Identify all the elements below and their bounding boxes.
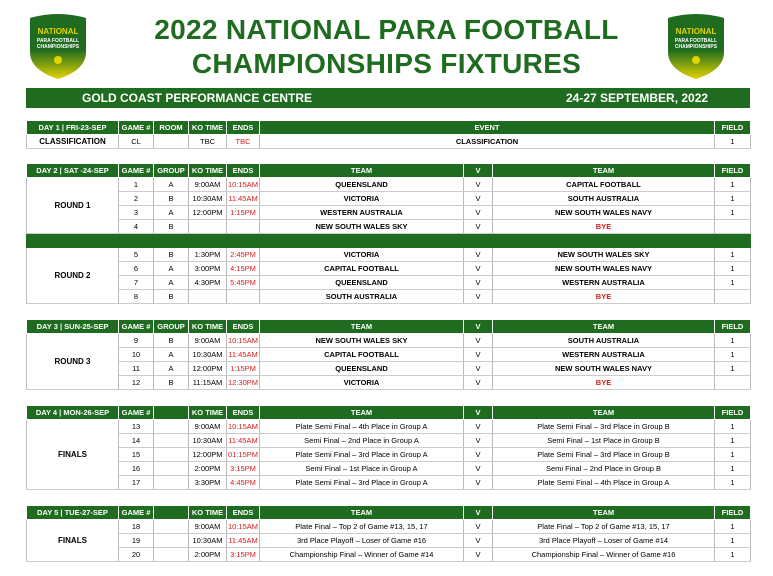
team1: NEW SOUTH WALES SKY xyxy=(260,220,464,234)
group: A xyxy=(154,178,189,192)
championship-logo-left xyxy=(26,12,90,80)
versus: V xyxy=(464,476,493,490)
table-row xyxy=(27,362,751,376)
table-row xyxy=(27,448,751,462)
col-ends: ENDS xyxy=(227,164,260,178)
col-game: GAME # xyxy=(119,506,154,520)
ko-time: 4:30PM xyxy=(189,276,227,290)
game-number: 10 xyxy=(119,348,154,362)
col-game: GAME # xyxy=(119,320,154,334)
team1: VICTORIA xyxy=(260,376,464,390)
team2: 3rd Place Playoff – Loser of Game #14 xyxy=(493,534,715,548)
group: B xyxy=(154,334,189,348)
col-team2: TEAM xyxy=(493,164,715,178)
team1: CAPITAL FOOTBALL xyxy=(260,262,464,276)
event-name: CLASSIFICATION xyxy=(260,135,715,149)
versus: V xyxy=(464,192,493,206)
day-header: DAY 1 | FRI-23-SEP xyxy=(27,121,119,135)
end-time: 5:45PM xyxy=(227,276,260,290)
table-header xyxy=(27,406,751,420)
versus: V xyxy=(464,448,493,462)
game-number: 2 xyxy=(119,192,154,206)
versus: V xyxy=(464,220,493,234)
col-field: FIELD xyxy=(715,406,751,420)
game-number: 17 xyxy=(119,476,154,490)
game-number: CL xyxy=(119,135,154,149)
end-time: 10:15AM xyxy=(227,520,260,534)
round-label: FINALS xyxy=(27,420,119,490)
table-row xyxy=(27,178,751,192)
end-time xyxy=(227,220,260,234)
team2: Plate Semi Final – 3rd Place in Group B xyxy=(493,448,715,462)
team1: CAPITAL FOOTBALL xyxy=(260,348,464,362)
versus: V xyxy=(464,290,493,304)
ko-time: 1:30PM xyxy=(189,248,227,262)
table-header xyxy=(27,320,751,334)
col-event: EVENT xyxy=(260,121,715,135)
col-group: GROUP xyxy=(154,164,189,178)
team2: SOUTH AUSTRALIA xyxy=(493,334,715,348)
versus: V xyxy=(464,334,493,348)
round-label: ROUND 3 xyxy=(27,334,119,390)
field-number: 1 xyxy=(715,206,751,220)
group xyxy=(154,462,189,476)
field-number xyxy=(715,376,751,390)
end-time: 10:15AM xyxy=(227,420,260,434)
table-row xyxy=(27,462,751,476)
field-number: 1 xyxy=(715,262,751,276)
col-team2: TEAM xyxy=(493,406,715,420)
game-number: 4 xyxy=(119,220,154,234)
end-time: 3:15PM xyxy=(227,462,260,476)
team2: CAPITAL FOOTBALL xyxy=(493,178,715,192)
group: B xyxy=(154,220,189,234)
table-row xyxy=(27,192,751,206)
team2: WESTERN AUSTRALIA xyxy=(493,276,715,290)
field-number: 1 xyxy=(715,462,751,476)
field-number: 1 xyxy=(715,476,751,490)
game-number: 3 xyxy=(119,206,154,220)
col-ends: ENDS xyxy=(227,320,260,334)
field-number: 1 xyxy=(715,348,751,362)
end-time: 01:15PM xyxy=(227,448,260,462)
col-ends: ENDS xyxy=(227,406,260,420)
game-number: 12 xyxy=(119,376,154,390)
round-label: FINALS xyxy=(27,520,119,562)
col-game: GAME # xyxy=(119,164,154,178)
ko-time: 10:30AM xyxy=(189,434,227,448)
col-blank xyxy=(154,506,189,520)
ko-time: 10:30AM xyxy=(189,348,227,362)
logo-text-para: PARA FOOTBALL xyxy=(36,38,80,44)
col-field: FIELD xyxy=(715,506,751,520)
versus: V xyxy=(464,520,493,534)
col-team2: TEAM xyxy=(493,320,715,334)
page-title-line2: CHAMPIONSHIPS FIXTURES xyxy=(191,48,582,79)
group xyxy=(154,534,189,548)
team2: NEW SOUTH WALES NAVY xyxy=(493,262,715,276)
col-v: V xyxy=(464,164,493,178)
col-team1: TEAM xyxy=(260,506,464,520)
team2: NEW SOUTH WALES SKY xyxy=(493,248,715,262)
team2: SOUTH AUSTRALIA xyxy=(493,192,715,206)
logo-text-national: NATIONAL xyxy=(37,27,79,36)
table-row xyxy=(27,334,751,348)
table-row xyxy=(27,548,751,562)
field-number xyxy=(715,290,751,304)
end-time xyxy=(227,290,260,304)
end-time: 12:30PM xyxy=(227,376,260,390)
table-row xyxy=(27,262,751,276)
round-separator xyxy=(27,234,751,248)
day-header: DAY 2 | SAT -24-SEP xyxy=(27,164,119,178)
group: A xyxy=(154,362,189,376)
col-v: V xyxy=(464,406,493,420)
group: A xyxy=(154,276,189,290)
table-row xyxy=(27,348,751,362)
team1: QUEENSLAND xyxy=(260,276,464,290)
field-number: 1 xyxy=(715,178,751,192)
versus: V xyxy=(464,206,493,220)
col-field: FIELD xyxy=(715,121,751,135)
game-number: 14 xyxy=(119,434,154,448)
versus: V xyxy=(464,178,493,192)
team1: Plate Semi Final – 3rd Place in Group A xyxy=(260,476,464,490)
team2-bye: BYE xyxy=(493,290,715,304)
ko-time: 2:00PM xyxy=(189,462,227,476)
field-number: 1 xyxy=(715,534,751,548)
group: B xyxy=(154,290,189,304)
field-number: 1 xyxy=(715,334,751,348)
team1: Semi Final – 2nd Place in Group A xyxy=(260,434,464,448)
table-row xyxy=(27,534,751,548)
day-header: DAY 3 | SUN-25-SEP xyxy=(27,320,119,334)
game-number: 13 xyxy=(119,420,154,434)
col-game: GAME # xyxy=(119,121,154,135)
end-time: 10:15AM xyxy=(227,334,260,348)
col-ends: ENDS xyxy=(227,506,260,520)
game-number: 18 xyxy=(119,520,154,534)
day-header: DAY 4 | MON-26-SEP xyxy=(27,406,119,420)
round-label: CLASSIFICATION xyxy=(27,135,119,149)
team2: Semi Final – 2nd Place in Group B xyxy=(493,462,715,476)
table-row xyxy=(27,434,751,448)
day4-table xyxy=(26,406,751,490)
end-time: 4:15PM xyxy=(227,262,260,276)
ko-time xyxy=(189,290,227,304)
day5-table xyxy=(26,506,751,562)
round-label: ROUND 2 xyxy=(27,248,119,304)
col-room: ROOM xyxy=(154,121,189,135)
end-time: TBC xyxy=(227,135,260,149)
team2: Semi Final – 1st Place in Group B xyxy=(493,434,715,448)
col-blank xyxy=(154,406,189,420)
ko-time: 10:30AM xyxy=(189,192,227,206)
table-row xyxy=(27,248,751,262)
col-ko: KO TIME xyxy=(189,506,227,520)
team2-bye: BYE xyxy=(493,376,715,390)
end-time: 11:45AM xyxy=(227,434,260,448)
end-time: 11:45AM xyxy=(227,192,260,206)
team1: Championship Final – Winner of Game #14 xyxy=(260,548,464,562)
ko-time: 3:00PM xyxy=(189,262,227,276)
group xyxy=(154,548,189,562)
end-time: 10:15AM xyxy=(227,178,260,192)
team1: VICTORIA xyxy=(260,192,464,206)
col-ko: KO TIME xyxy=(189,320,227,334)
end-time: 2:45PM xyxy=(227,248,260,262)
field-number: 1 xyxy=(715,276,751,290)
table-row xyxy=(27,376,751,390)
versus: V xyxy=(464,434,493,448)
ko-time: 3:30PM xyxy=(189,476,227,490)
game-number: 15 xyxy=(119,448,154,462)
col-team1: TEAM xyxy=(260,406,464,420)
group: A xyxy=(154,262,189,276)
col-ko: KO TIME xyxy=(189,164,227,178)
group: A xyxy=(154,348,189,362)
ko-time: TBC xyxy=(189,135,227,149)
end-time: 3:15PM xyxy=(227,548,260,562)
team2: Plate Semi Final – 4th Place in Group A xyxy=(493,476,715,490)
ko-time: 12:00PM xyxy=(189,362,227,376)
day1-table xyxy=(26,121,751,149)
page-title-line1: 2022 NATIONAL PARA FOOTBALL xyxy=(154,14,619,45)
logo-emblem-icon xyxy=(54,56,62,64)
table-row xyxy=(27,206,751,220)
table-row xyxy=(27,420,751,434)
team1: NEW SOUTH WALES SKY xyxy=(260,334,464,348)
group xyxy=(154,420,189,434)
versus: V xyxy=(464,462,493,476)
team2: WESTERN AUSTRALIA xyxy=(493,348,715,362)
group: B xyxy=(154,192,189,206)
group: A xyxy=(154,206,189,220)
field-number: 1 xyxy=(715,434,751,448)
group xyxy=(154,476,189,490)
col-team2: TEAM xyxy=(493,506,715,520)
versus: V xyxy=(464,534,493,548)
table-header xyxy=(27,121,751,135)
game-number: 5 xyxy=(119,248,154,262)
game-number: 19 xyxy=(119,534,154,548)
col-field: FIELD xyxy=(715,320,751,334)
table-row xyxy=(27,135,751,149)
event-dates: 24-27 SEPTEMBER, 2022 xyxy=(566,91,709,105)
team1: QUEENSLAND xyxy=(260,178,464,192)
field-number: 1 xyxy=(715,135,751,149)
day2-table xyxy=(26,164,751,304)
ko-time xyxy=(189,220,227,234)
end-time: 11:45AM xyxy=(227,534,260,548)
team1: Plate Final – Top 2 of Game #13, 15, 17 xyxy=(260,520,464,534)
round-label: ROUND 1 xyxy=(27,178,119,234)
group: B xyxy=(154,248,189,262)
col-group: GROUP xyxy=(154,320,189,334)
versus: V xyxy=(464,262,493,276)
table-row xyxy=(27,290,751,304)
end-time: 11:45AM xyxy=(227,348,260,362)
team1: SOUTH AUSTRALIA xyxy=(260,290,464,304)
col-team1: TEAM xyxy=(260,164,464,178)
team1: 3rd Place Playoff – Loser of Game #16 xyxy=(260,534,464,548)
col-ends: ENDS xyxy=(227,121,260,135)
ko-time: 9:00AM xyxy=(189,420,227,434)
field-number: 1 xyxy=(715,520,751,534)
group xyxy=(154,434,189,448)
team2: Plate Semi Final – 3rd Place in Group B xyxy=(493,420,715,434)
team1: Plate Semi Final – 3rd Place in Group A xyxy=(260,448,464,462)
versus: V xyxy=(464,420,493,434)
logo-emblem-icon xyxy=(692,56,700,64)
field-number: 1 xyxy=(715,362,751,376)
table-row xyxy=(27,520,751,534)
logo-text-national: NATIONAL xyxy=(675,27,717,36)
team1: WESTERN AUSTRALIA xyxy=(260,206,464,220)
versus: V xyxy=(464,362,493,376)
day-header: DAY 5 | TUE-27-SEP xyxy=(27,506,119,520)
table-row xyxy=(27,276,751,290)
field-number: 1 xyxy=(715,548,751,562)
end-time: 1:15PM xyxy=(227,362,260,376)
table-row xyxy=(27,476,751,490)
versus: V xyxy=(464,248,493,262)
field-number: 1 xyxy=(715,420,751,434)
game-number: 7 xyxy=(119,276,154,290)
logo-text-champ: CHAMPIONSHIPS xyxy=(36,44,80,50)
game-number: 8 xyxy=(119,290,154,304)
team1: QUEENSLAND xyxy=(260,362,464,376)
col-game: GAME # xyxy=(119,406,154,420)
group: B xyxy=(154,376,189,390)
table-row xyxy=(27,220,751,234)
end-time: 4:45PM xyxy=(227,476,260,490)
versus: V xyxy=(464,376,493,390)
col-ko: KO TIME xyxy=(189,406,227,420)
team2: NEW SOUTH WALES NAVY xyxy=(493,362,715,376)
col-v: V xyxy=(464,320,493,334)
field-number: 1 xyxy=(715,448,751,462)
game-number: 6 xyxy=(119,262,154,276)
col-v: V xyxy=(464,506,493,520)
ko-time: 9:00AM xyxy=(189,334,227,348)
ko-time: 12:00PM xyxy=(189,448,227,462)
ko-time: 11:15AM xyxy=(189,376,227,390)
col-team1: TEAM xyxy=(260,320,464,334)
team2: Plate Final – Top 2 of Game #13, 15, 17 xyxy=(493,520,715,534)
game-number: 16 xyxy=(119,462,154,476)
versus: V xyxy=(464,276,493,290)
group xyxy=(154,448,189,462)
group xyxy=(154,520,189,534)
team2: NEW SOUTH WALES NAVY xyxy=(493,206,715,220)
team2-bye: BYE xyxy=(493,220,715,234)
room xyxy=(154,135,189,149)
venue-name: GOLD COAST PERFORMANCE CENTRE xyxy=(82,91,313,105)
team1: Semi Final – 1st Place in Group A xyxy=(260,462,464,476)
field-number: 1 xyxy=(715,192,751,206)
championship-logo-right xyxy=(664,12,728,80)
game-number: 11 xyxy=(119,362,154,376)
logo-text-champ: CHAMPIONSHIPS xyxy=(674,44,718,50)
ko-time: 9:00AM xyxy=(189,178,227,192)
table-header xyxy=(27,506,751,520)
table-header xyxy=(27,164,751,178)
day3-table xyxy=(26,320,751,390)
ko-time: 2:00PM xyxy=(189,548,227,562)
col-field: FIELD xyxy=(715,164,751,178)
col-ko: KO TIME xyxy=(189,121,227,135)
field-number xyxy=(715,220,751,234)
team2: Championship Final – Winner of Game #16 xyxy=(493,548,715,562)
ko-time: 12:00PM xyxy=(189,206,227,220)
end-time: 1:15PM xyxy=(227,206,260,220)
logo-text-para: PARA FOOTBALL xyxy=(674,38,718,44)
ko-time: 10:30AM xyxy=(189,534,227,548)
team1: VICTORIA xyxy=(260,248,464,262)
game-number: 1 xyxy=(119,178,154,192)
ko-time: 9:00AM xyxy=(189,520,227,534)
venue-banner xyxy=(26,88,750,108)
team1: Plate Semi Final – 4th Place in Group A xyxy=(260,420,464,434)
versus: V xyxy=(464,548,493,562)
versus: V xyxy=(464,348,493,362)
field-number: 1 xyxy=(715,248,751,262)
game-number: 9 xyxy=(119,334,154,348)
game-number: 20 xyxy=(119,548,154,562)
